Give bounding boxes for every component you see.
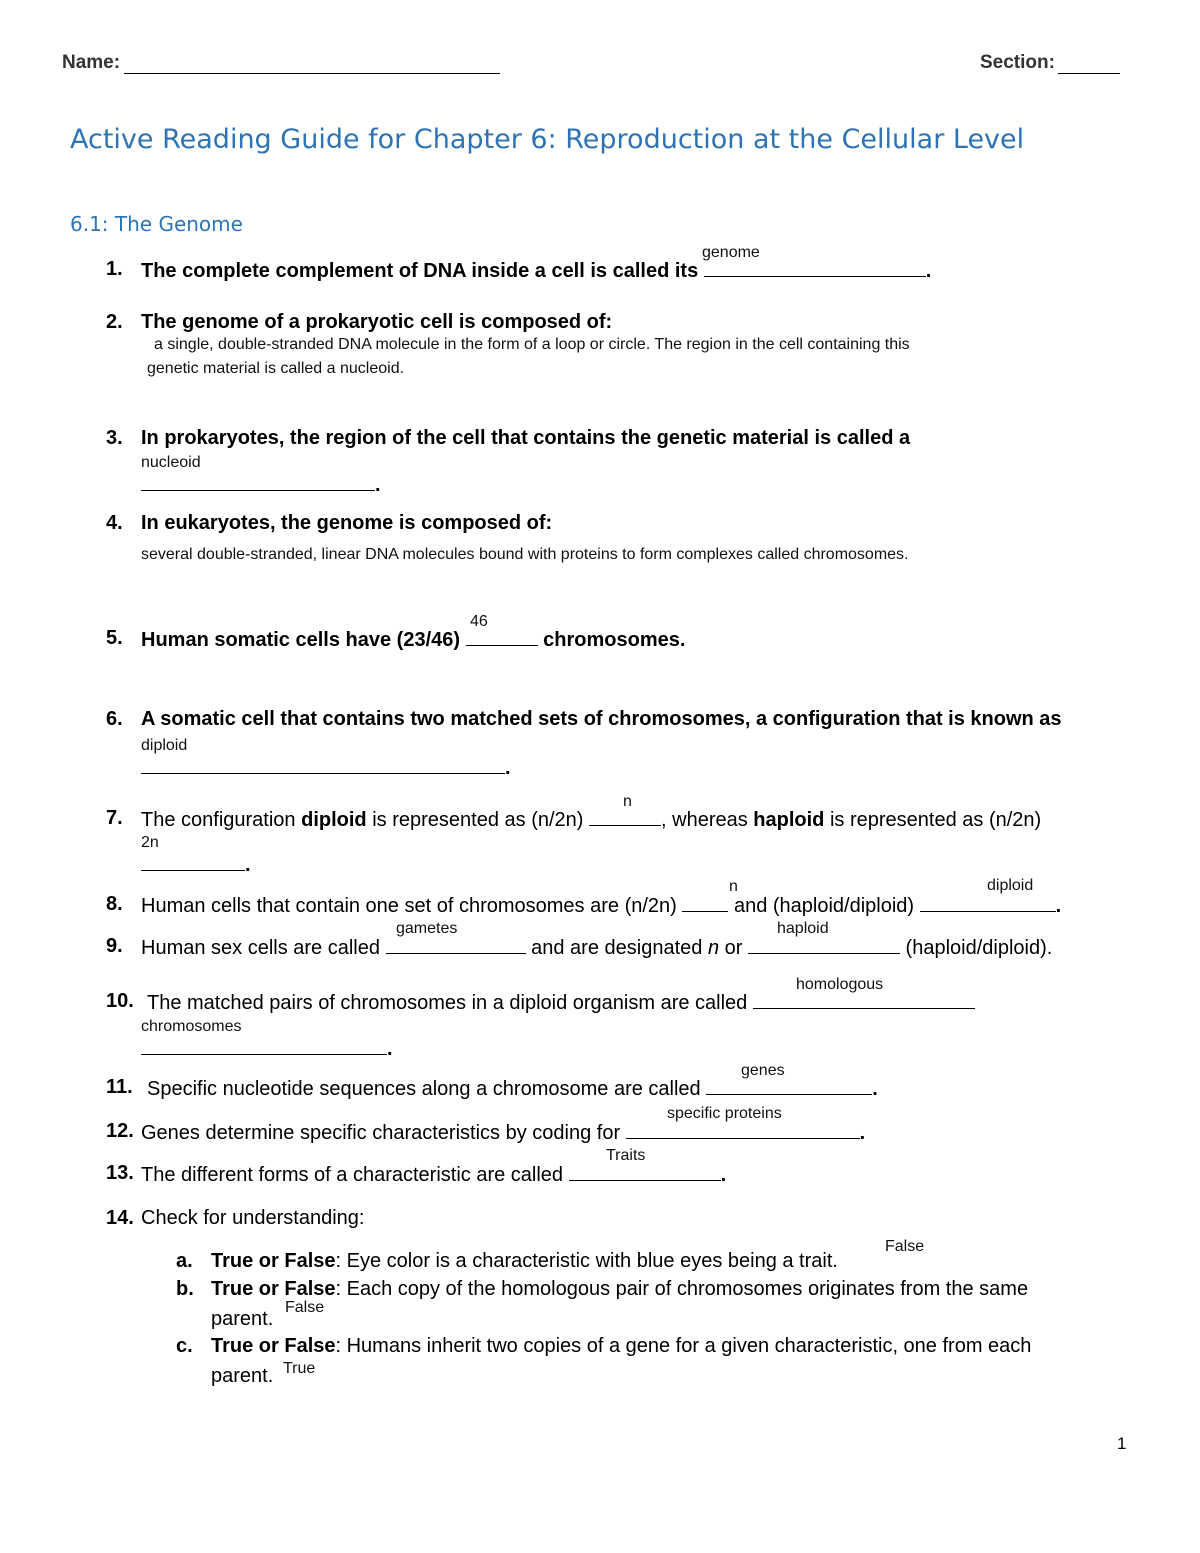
q3-text: In prokaryotes, the region of the cell that contains the genetic material is called a [141,427,911,449]
q5-text: Human somatic cells have (23/46) chromosomes. [141,629,686,651]
q5-answer: 46 [470,613,488,630]
section-label: Section: [980,52,1055,73]
q10-blank-2[interactable] [141,1036,387,1055]
q7-blank-2[interactable] [141,852,245,871]
q10-text: The matched pairs of chromosomes in a diploid organism are called [147,990,975,1015]
q3-answer: nucleoid [141,454,201,471]
q11-number: 11. [106,1076,133,1098]
q3-blank-line: . [141,472,381,497]
q8-blank-2[interactable] [920,893,1056,912]
name-label: Name: [62,52,121,73]
q3-number: 3. [106,427,123,449]
q10-answer-2: chromosomes [141,1018,242,1035]
q9-answer-1: gametes [396,920,458,937]
section-blank[interactable] [1058,55,1120,74]
q10-answer-1: homologous [796,976,884,993]
q4-number: 4. [106,512,123,534]
q13-text: The different forms of a characteristic are called . [141,1164,727,1186]
q7-blank-line: . [141,852,251,877]
q11-blank[interactable] [706,1076,872,1095]
q7-text: The configuration diploid is represented as (n/2n) , whereas haploid is represented as (n/2n) [141,809,1042,831]
q10-number: 10. [106,990,134,1012]
page-title: Active Reading Guide for Chapter 6: Reproduction at the Cellular Level [70,124,1025,155]
q14c-text: True or False: Humans inherit two copies of a gene for a given characteristic, one from each [211,1335,1032,1357]
q8-text: Human cells that contain one set of chromosomes are (n/2n) and (haploid/diploid) . [141,895,1062,917]
q13-number: 13. [106,1162,134,1184]
q10-blank-line: . [141,1036,393,1061]
q2-answer-line2: genetic material is called a nucleoid. [147,360,405,377]
q9-answer-2: haploid [777,920,829,937]
q1-number: 1. [106,258,123,280]
q4-answer: several double-stranded, linear DNA molecules bound with proteins to form complexes called chromosomes. [141,546,909,563]
q9-text: Human sex cells are called and are designated n or (haploid/diploid). [141,937,1053,959]
q2-answer-line1: a single, double-stranded DNA molecule in the form of a loop or circle. The region in the cell containing this [154,336,910,353]
q7-number: 7. [106,807,123,829]
q12-answer: specific proteins [667,1105,782,1122]
q8-answer-1: n [729,878,738,895]
q7-answer-2: 2n [141,834,159,851]
q14c-text2: parent. [211,1365,274,1387]
q2-text: The genome of a prokaryotic cell is composed of: [141,311,613,333]
q12-text: Genes determine specific characteristics by coding for . [141,1122,866,1144]
q14c-answer: True [283,1360,316,1377]
q12-number: 12. [106,1120,134,1142]
q6-blank[interactable] [141,755,505,774]
q14c-letter: c. [176,1335,193,1357]
q5-number: 5. [106,627,123,649]
q2-number: 2. [106,311,123,333]
section-heading: 6.1: The Genome [70,212,243,236]
q6-number: 6. [106,708,123,730]
q14b-text2: parent. [211,1308,274,1330]
q6-blank-line: . [141,755,511,780]
q9-number: 9. [106,935,123,957]
q14a-letter: a. [176,1250,193,1272]
q14a-text: True or False: Eye color is a characteristic with blue eyes being a trait. [211,1250,838,1272]
q14b-answer: False [285,1299,325,1316]
q6-text: A somatic cell that contains two matched sets of chromosomes, a configuration that is known as [141,708,1062,730]
q14-number: 14. [106,1207,134,1229]
q8-blank-1[interactable] [682,893,728,912]
q7-answer-1: n [623,793,632,810]
q8-answer-2: diploid [987,877,1034,894]
q14b-letter: b. [176,1278,194,1300]
q1-text: The complete complement of DNA inside a cell is called its . [141,260,932,282]
q4-text: In eukaryotes, the genome is composed of: [141,512,553,534]
q14b-text: True or False: Each copy of the homologous pair of chromosomes originates from the same [211,1278,1029,1300]
q14-text: Check for understanding: [141,1207,365,1229]
q11-answer: genes [741,1062,785,1079]
name-blank[interactable] [124,55,500,74]
page-number: 1 [1117,1434,1127,1453]
q6-answer: diploid [141,737,188,754]
q13-answer: Traits [606,1147,646,1164]
q3-blank[interactable] [141,472,375,491]
q8-number: 8. [106,893,123,915]
q11-text: Specific nucleotide sequences along a chromosome are called . [147,1078,878,1100]
q14a-answer: False [885,1238,925,1255]
q1-answer: genome [702,244,760,261]
